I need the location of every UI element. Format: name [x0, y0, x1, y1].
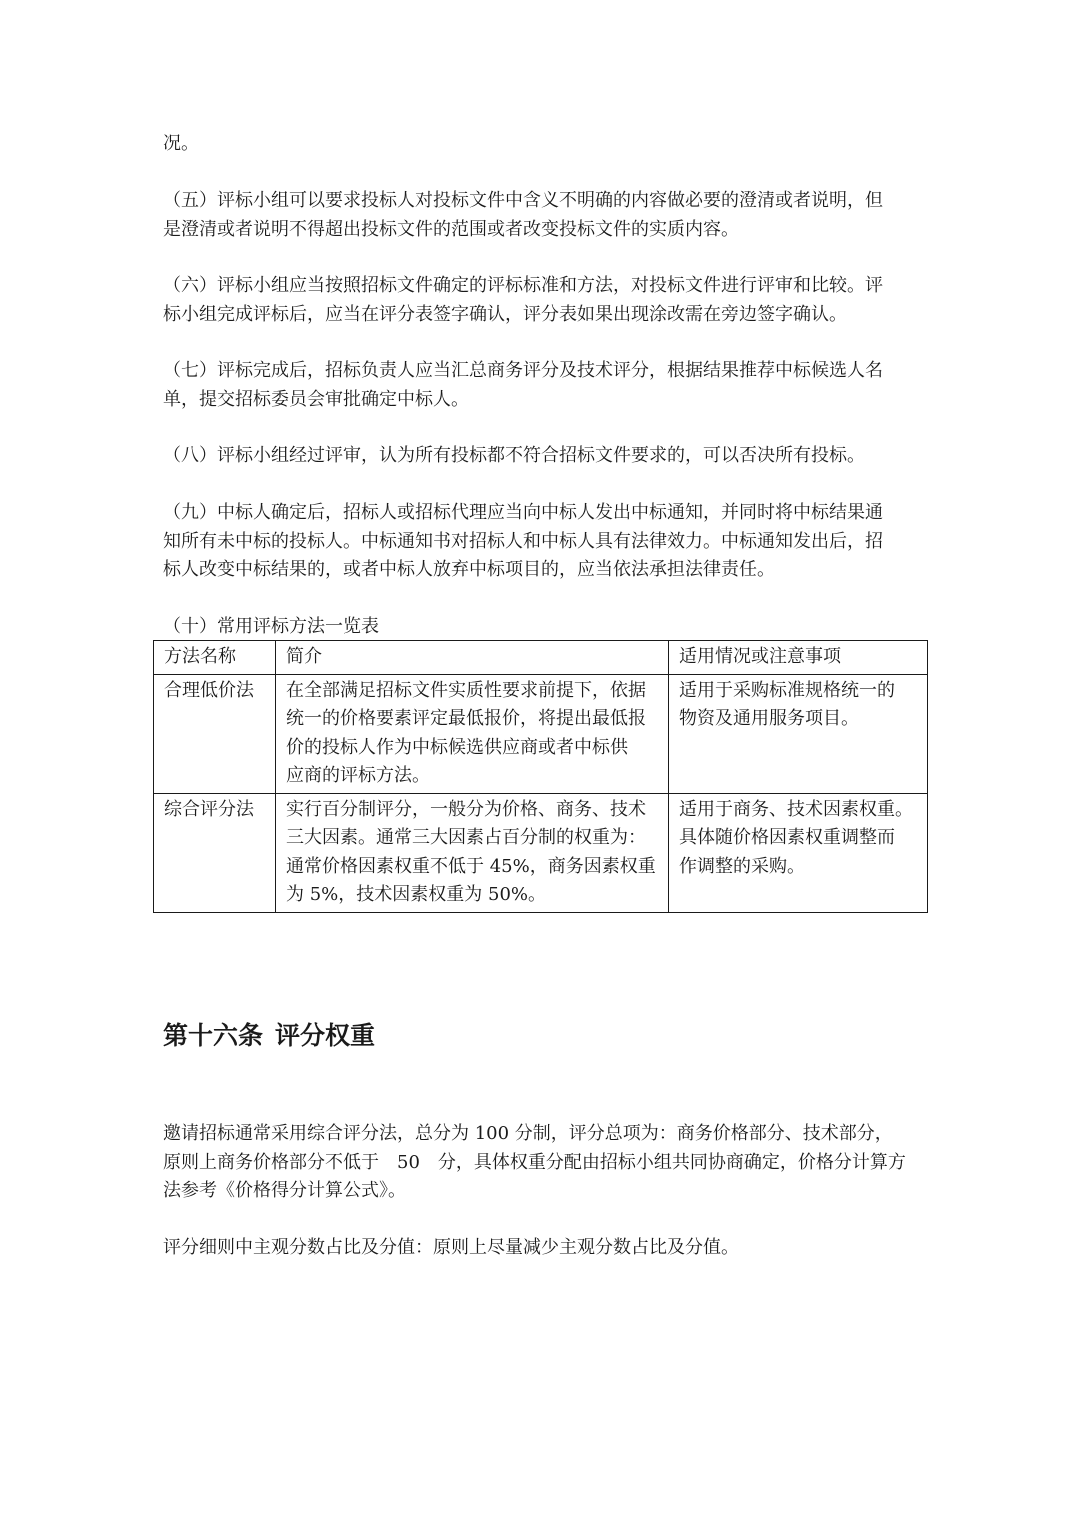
section-heading	[163, 1016, 375, 1056]
cell-introduction: 在全部满足招标文件实质性要求前提下，依据 统一的价格要素评定最低报价，将提出最低报 价的投标人作为中标候选供应商或者中标供 应商的评标方法。	[276, 674, 669, 793]
evaluation-methods-table	[153, 640, 928, 913]
paragraph-continuation: 况。	[163, 133, 199, 154]
cell-applicability: 适用于商务、技术因素权重。 具体随价格因素权重调整而 作调整的采购。	[669, 793, 928, 912]
cell-method-name: 合理低价法	[154, 674, 276, 793]
paragraph-item-8: （八）评标小组经过评审，认为所有投标都不符合招标文件要求的，可以否决所有投标。	[163, 445, 865, 466]
table-header-row	[154, 641, 928, 675]
section-number: 第十六条	[163, 1021, 264, 1050]
header-method-name: 方法名称	[154, 641, 276, 675]
cell-applicability: 适用于采购标准规格统一的 物资及通用服务项目。	[669, 674, 928, 793]
cell-method-name: 综合评分法	[154, 793, 276, 912]
header-applicability: 适用情况或注意事项	[669, 641, 928, 675]
section-title: 评分权重	[275, 1021, 376, 1050]
paragraph-item-6: （六）评标小组应当按照招标文件确定的评标标准和方法，对投标文件进行评审和比较。评 标小组完成评标后，应当在评分表签字确认，评分表如果出现涂改需在旁边签字确认。	[163, 275, 883, 325]
paragraph-item-5: （五）评标小组可以要求投标人对投标文件中含义不明确的内容做必要的澄清或者说明，但 是澄清或者说明不得超出投标文件的范围或者改变投标文件的实质内容。	[163, 190, 883, 240]
table-caption: （十）常用评标方法一览表	[163, 616, 379, 637]
header-introduction: 简介	[276, 641, 669, 675]
paragraph-subjective-scores: 评分细则中主观分数占比及分值：原则上尽量减少主观分数占比及分值。	[163, 1237, 739, 1258]
table-row	[154, 793, 928, 912]
cell-introduction: 实行百分制评分，一般分为价格、商务、技术 三大因素。通常三大因素占百分制的权重为： 通常价格因素权重不低于 45%，商务因素权重 为 5%，技术因素权重为 50%。	[276, 793, 669, 912]
table-row	[154, 674, 928, 793]
paragraph-item-9: （九）中标人确定后，招标人或招标代理应当向中标人发出中标通知，并同时将中标结果通 知所有未中标的投标人。中标通知书对招标人和中标人具有法律效力。中标通知发出后，招 标人改变中标结果的，或者中标人放弃中标项目的，应当依法承担法律责任。	[163, 502, 883, 580]
paragraph-weighting: 邀请招标通常采用综合评分法，总分为 100 分制，评分总项为：商务价格部分、技术部分， 原则上商务价格部分不低于 50 分，具体权重分配由招标小组共同协商确定，价格分计算方 法参考《价格得分计算公式》。	[163, 1123, 906, 1201]
paragraph-item-7: （七）评标完成后，招标负责人应当汇总商务评分及技术评分，根据结果推荐中标候选人名 单，提交招标委员会审批确定中标人。	[163, 360, 883, 410]
